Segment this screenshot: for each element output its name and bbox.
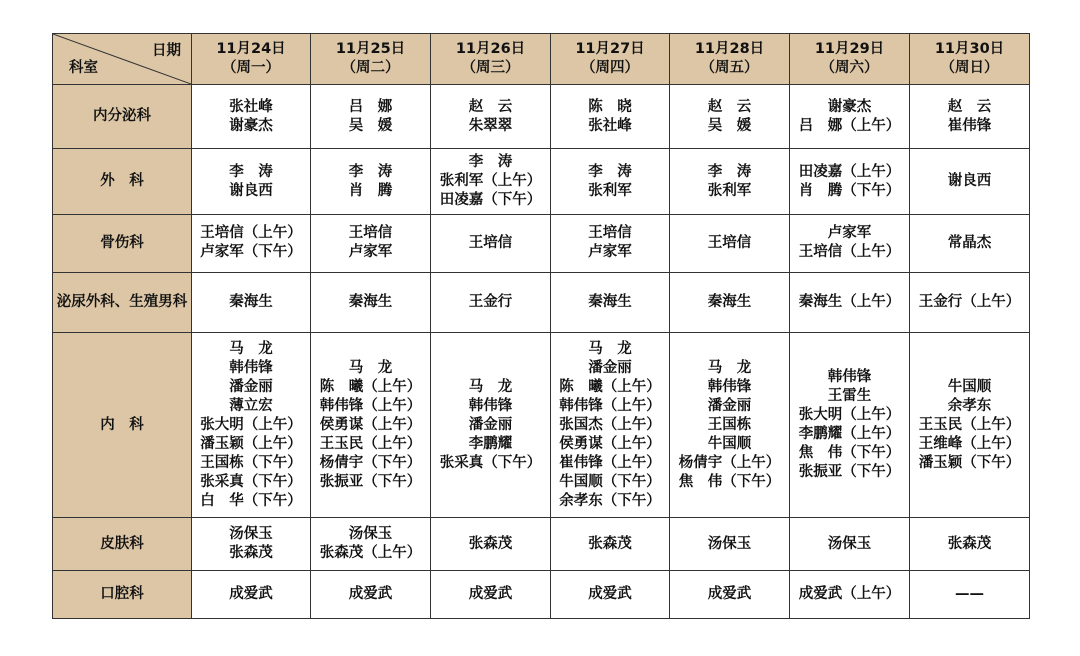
doctor-cell — [311, 273, 431, 333]
doctor-name: 汤保玉 — [348, 526, 393, 543]
dept-name: 皮肤科 — [53, 518, 192, 570]
doctor-cell — [790, 518, 910, 570]
doctor-name: 张大明（上午） — [798, 407, 901, 424]
doctor-cell — [551, 214, 670, 272]
doctor-name: 张森茂 — [947, 535, 992, 552]
doctor-name: 王国栋（下午） — [200, 454, 302, 471]
doctor-cell — [551, 570, 670, 618]
doctor-name: 卢家军 — [827, 225, 872, 242]
doctor-name: 王金行（上午） — [918, 294, 1021, 311]
doctor-name: 马 龙 — [588, 340, 632, 357]
doctor-name: 王金行 — [468, 294, 513, 311]
doctor-name: 潘玉颖（上午） — [200, 435, 302, 452]
doctor-name: 潘金丽 — [468, 416, 513, 433]
doctor-name: 赵 云 — [468, 98, 513, 115]
corner-cell — [53, 34, 192, 85]
doctor-cell — [311, 333, 431, 518]
doctor-cell — [311, 570, 431, 618]
doctor-name: 卢家军 — [348, 244, 393, 261]
doctor-name: 常晶杰 — [947, 234, 992, 251]
doctor-name: 张采真（下午） — [439, 454, 542, 471]
doctor-name: 潘玉颖（下午） — [918, 454, 1021, 471]
doctor-name: 李 涛 — [588, 163, 632, 180]
doctor-name: 张社峰 — [229, 98, 273, 115]
schedule-table — [52, 33, 1030, 619]
doctor-cell — [311, 518, 431, 570]
doctor-name: 张振亚（下午） — [319, 473, 422, 490]
doctor-name: —— — [955, 585, 984, 602]
doctor-name: 成爱武（上午） — [798, 585, 901, 602]
doctor-cell — [431, 85, 551, 149]
corner-dept-label: 科室 — [69, 60, 98, 76]
doctor-cell — [910, 214, 1030, 272]
doctor-cell — [790, 214, 910, 272]
day-header: 11月27日 （周四） — [551, 34, 670, 85]
doctor-name: 杨倩宇（下午） — [319, 454, 422, 471]
doctor-name: 牛国顺 — [707, 435, 752, 452]
dept-name: 口腔科 — [53, 570, 192, 618]
doctor-name: 陈 曦（上午） — [319, 378, 422, 395]
dept-row — [53, 214, 1030, 272]
doctor-name: 张利军（上午） — [439, 173, 542, 190]
doctor-cell — [192, 570, 311, 618]
doctor-name: 王培信 — [348, 225, 393, 242]
doctor-cell — [910, 149, 1030, 214]
day-header: 11月26日 （周三） — [431, 34, 551, 85]
doctor-name: 牛国顺 — [947, 378, 992, 395]
doctor-name: 汤保玉 — [707, 535, 752, 552]
doctor-name: 张社峰 — [588, 117, 632, 134]
doctor-name: 李鹏耀 — [468, 435, 513, 452]
doctor-name: 谢豪杰 — [229, 117, 273, 134]
doctor-name: 王培信 — [468, 234, 513, 251]
doctor-name: 吕 娜 — [348, 98, 393, 115]
corner-date-label: 日期 — [152, 43, 181, 59]
dept-row — [53, 273, 1030, 333]
doctor-cell — [910, 85, 1030, 149]
doctor-name: 王培信（上午） — [798, 244, 901, 261]
dept-name: 骨伤科 — [53, 214, 192, 272]
doctor-name: 马 龙 — [348, 359, 393, 376]
doctor-cell — [431, 570, 551, 618]
doctor-cell — [431, 333, 551, 518]
dept-name: 内 科 — [53, 333, 192, 518]
doctor-cell — [431, 149, 551, 214]
doctor-name: 汤保玉 — [827, 535, 872, 552]
doctor-name: 韩伟锋（上午） — [559, 397, 661, 414]
doctor-name: 成爱武 — [468, 585, 513, 602]
schedule-body — [53, 85, 1030, 619]
doctor-name: 王维峰（上午） — [918, 435, 1021, 452]
doctor-name: 吴 媛 — [348, 117, 393, 134]
doctor-cell — [910, 273, 1030, 333]
dept-name: 内分泌科 — [53, 85, 192, 149]
doctor-cell — [311, 214, 431, 272]
doctor-name: 杨倩宇（上午） — [678, 454, 781, 471]
doctor-name: 白 华（下午） — [200, 492, 302, 509]
dept-name: 外 科 — [53, 149, 192, 214]
doctor-cell — [670, 214, 790, 272]
doctor-name: 王雷生 — [827, 388, 872, 405]
doctor-cell — [431, 214, 551, 272]
doctor-cell — [311, 85, 431, 149]
doctor-name: 秦海生 — [707, 294, 752, 311]
doctor-name: 成爱武 — [348, 585, 393, 602]
doctor-name: 秦海生 — [348, 294, 393, 311]
doctor-cell — [670, 570, 790, 618]
doctor-name: 牛国顺（下午） — [559, 473, 661, 490]
doctor-name: 张国杰（上午） — [559, 416, 661, 433]
doctor-cell — [910, 518, 1030, 570]
dept-name: 泌尿外科、生殖男科 — [53, 273, 192, 333]
doctor-name: 张采真（下午） — [200, 473, 302, 490]
doctor-name: 赵 云 — [707, 98, 752, 115]
doctor-name: 陈 晓 — [588, 98, 632, 115]
doctor-name: 吕 娜（上午） — [798, 117, 901, 134]
day-header: 11月30日 （周日） — [910, 34, 1030, 85]
doctor-cell — [910, 333, 1030, 518]
doctor-name: 李鹏耀（上午） — [798, 426, 901, 443]
doctor-cell — [192, 273, 311, 333]
doctor-name: 秦海生 — [588, 294, 632, 311]
doctor-name: 马 龙 — [707, 359, 752, 376]
doctor-name: 马 龙 — [229, 340, 273, 357]
doctor-name: 马 龙 — [468, 378, 513, 395]
doctor-name: 崔伟锋（上午） — [559, 454, 661, 471]
doctor-name: 陈 曦（上午） — [559, 378, 661, 395]
doctor-cell — [790, 273, 910, 333]
doctor-name: 韩伟锋 — [229, 359, 273, 376]
doctor-cell — [910, 570, 1030, 618]
dept-row — [53, 333, 1030, 518]
dept-row — [53, 85, 1030, 149]
doctor-cell — [431, 518, 551, 570]
header-row — [53, 34, 1030, 85]
doctor-name: 李 涛 — [468, 154, 513, 171]
doctor-name: 余孝东 — [947, 397, 992, 414]
doctor-name: 田凌嘉（上午） — [798, 163, 901, 180]
doctor-name: 张森茂 — [229, 545, 273, 562]
doctor-name: 李 涛 — [707, 163, 752, 180]
day-header: 11月29日 （周六） — [790, 34, 910, 85]
doctor-cell — [670, 273, 790, 333]
doctor-cell — [790, 333, 910, 518]
doctor-cell — [670, 85, 790, 149]
doctor-name: 朱翠翠 — [468, 117, 513, 134]
doctor-name: 秦海生（上午） — [798, 294, 901, 311]
doctor-name: 薄立宏 — [229, 397, 273, 414]
doctor-name: 余孝东（下午） — [559, 492, 661, 509]
doctor-cell — [790, 149, 910, 214]
doctor-cell — [311, 149, 431, 214]
doctor-name: 李 涛 — [348, 163, 393, 180]
doctor-name: 肖 腾（下午） — [798, 182, 901, 199]
doctor-name: 韩伟锋 — [468, 397, 513, 414]
doctor-cell — [551, 518, 670, 570]
doctor-name: 王玉民（上午） — [319, 435, 422, 452]
doctor-name: 成爱武 — [707, 585, 752, 602]
doctor-name: 潘金丽 — [707, 397, 752, 414]
doctor-name: 韩伟锋 — [827, 369, 872, 386]
doctor-name: 谢良西 — [229, 182, 273, 199]
doctor-cell — [192, 333, 311, 518]
doctor-name: 王培信（上午） — [200, 225, 302, 242]
doctor-name: 王国栋 — [707, 416, 752, 433]
doctor-cell — [192, 214, 311, 272]
doctor-cell — [670, 518, 790, 570]
doctor-name: 李 涛 — [229, 163, 273, 180]
doctor-cell — [551, 149, 670, 214]
doctor-cell — [670, 149, 790, 214]
doctor-cell — [790, 570, 910, 618]
doctor-name: 成爱武 — [229, 585, 273, 602]
doctor-name: 吴 媛 — [707, 117, 752, 134]
doctor-cell — [192, 149, 311, 214]
doctor-cell — [551, 85, 670, 149]
doctor-cell — [790, 85, 910, 149]
doctor-name: 张大明（上午） — [200, 416, 302, 433]
doctor-name: 王培信 — [588, 225, 632, 242]
day-header: 11月28日 （周五） — [670, 34, 790, 85]
doctor-cell — [192, 518, 311, 570]
doctor-cell — [670, 333, 790, 518]
doctor-name: 王培信 — [707, 234, 752, 251]
doctor-name: 侯勇谋（上午） — [319, 416, 422, 433]
dept-row — [53, 570, 1030, 618]
doctor-cell — [431, 273, 551, 333]
doctor-name: 卢家军 — [588, 244, 632, 261]
doctor-name: 焦 伟（下午） — [678, 473, 781, 490]
doctor-name: 张利军 — [707, 182, 752, 199]
doctor-name: 潘金丽 — [588, 359, 632, 376]
doctor-name: 张森茂 — [588, 535, 632, 552]
dept-row — [53, 518, 1030, 570]
doctor-cell — [551, 333, 670, 518]
doctor-name: 张利军 — [588, 182, 632, 199]
doctor-name: 成爱武 — [588, 585, 632, 602]
doctor-name: 韩伟锋 — [707, 378, 752, 395]
dept-row — [53, 149, 1030, 214]
doctor-name: 张森茂 — [468, 535, 513, 552]
day-header: 11月24日 （周一） — [192, 34, 311, 85]
doctor-name: 谢良西 — [947, 173, 992, 190]
doctor-name: 赵 云 — [947, 98, 992, 115]
doctor-name: 肖 腾 — [348, 182, 393, 199]
doctor-name: 秦海生 — [229, 294, 273, 311]
doctor-name: 张森茂（上午） — [319, 545, 422, 562]
doctor-name: 卢家军（下午） — [200, 244, 302, 261]
doctor-name: 侯勇谋（上午） — [559, 435, 661, 452]
doctor-name: 谢豪杰 — [827, 98, 872, 115]
doctor-name: 潘金丽 — [229, 378, 273, 395]
doctor-name: 焦 伟（下午） — [798, 445, 901, 462]
doctor-name: 崔伟锋 — [947, 117, 992, 134]
day-header: 11月25日 （周二） — [311, 34, 431, 85]
doctor-name: 韩伟锋（上午） — [319, 397, 422, 414]
doctor-name: 王玉民（上午） — [918, 416, 1021, 433]
doctor-name: 田凌嘉（下午） — [439, 192, 542, 209]
doctor-cell — [551, 273, 670, 333]
doctor-name: 张振亚（下午） — [798, 464, 901, 481]
doctor-name: 汤保玉 — [229, 526, 273, 543]
doctor-cell — [192, 85, 311, 149]
